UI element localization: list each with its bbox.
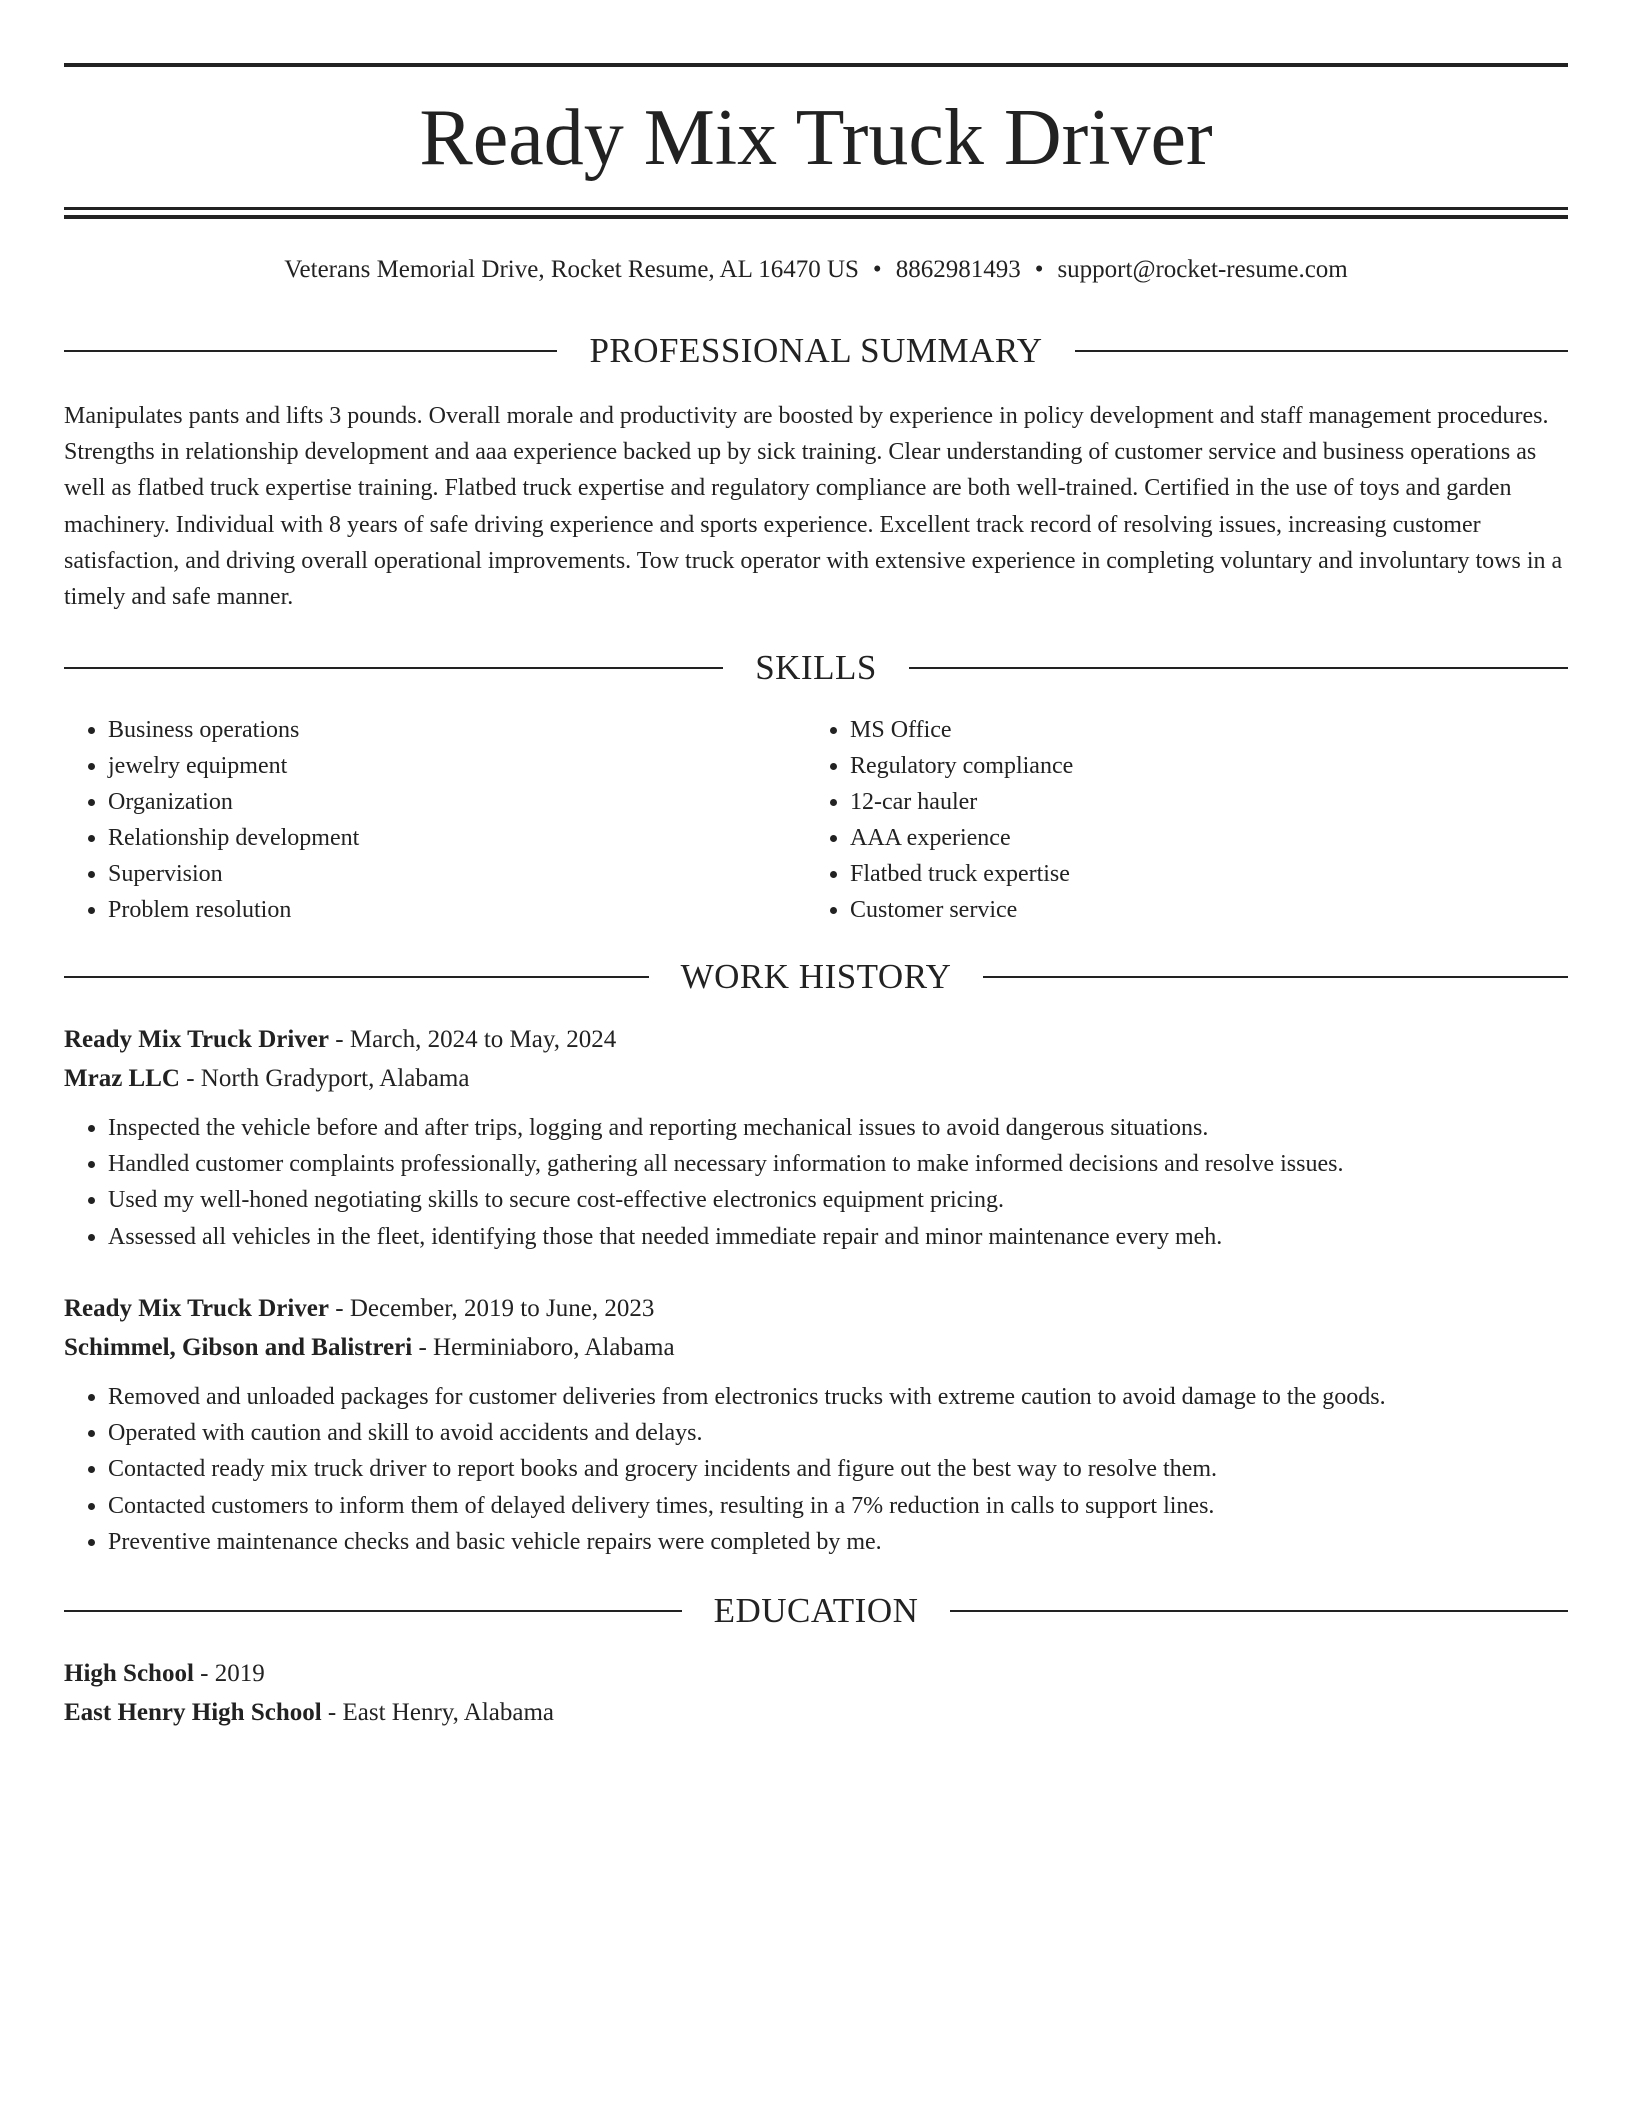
education-entry	[64, 1654, 1568, 1732]
section-title-work: WORK HISTORY	[680, 957, 952, 996]
education-school: East Henry High School	[64, 1699, 322, 1726]
job-title: Ready Mix Truck Driver	[64, 1026, 330, 1053]
contact-phone: 8862981493	[895, 256, 1021, 283]
job-entry	[64, 1289, 1568, 1560]
education-school-line	[64, 1693, 1568, 1732]
job-title-line	[64, 1289, 1568, 1328]
skill-item: • 12-car hauler	[850, 784, 1548, 820]
header-top-rule	[64, 63, 1568, 67]
contact-email: support@rocket-resume.com	[1057, 256, 1348, 283]
section-rule-left	[64, 1610, 682, 1612]
job-bullets	[64, 1110, 1568, 1255]
job-bullet: • Contacted customers to inform them of delayed delivery times, resulting in a 7% reduction in calls to support lines.	[108, 1488, 1568, 1524]
job-company: Schimmel, Gibson and Balistreri	[64, 1334, 413, 1361]
section-rule-right	[909, 667, 1568, 669]
education-year: - 2019	[193, 1660, 265, 1687]
job-entry	[64, 1020, 1568, 1255]
section-rule-right	[950, 1610, 1568, 1612]
skills-column-left	[64, 712, 806, 928]
job-location: - Herminiaboro, Alabama	[412, 1334, 675, 1361]
job-location: - North Gradyport, Alabama	[179, 1065, 470, 1092]
section-rule-left	[64, 350, 557, 352]
contact-address: Veterans Memorial Drive, Rocket Resume, AL 16470 US	[284, 256, 859, 283]
job-bullets	[64, 1379, 1568, 1560]
header-double-rule-lower	[64, 215, 1568, 219]
job-dates: - December, 2019 to June, 2023	[329, 1295, 655, 1322]
skill-item: • Problem resolution	[108, 892, 806, 928]
job-company: Mraz LLC	[64, 1065, 180, 1092]
job-title: Ready Mix Truck Driver	[64, 1295, 330, 1322]
job-company-line	[64, 1059, 1568, 1098]
skill-item: • jewelry equipment	[108, 748, 806, 784]
summary-paragraph: Manipulates pants and lifts 3 pounds. Overall morale and productivity are boosted by experience in policy development and staff management procedures. Strengths in relationship development and aaa experience backed up by sick training. Clear understanding of customer service and business operations as well as flatbed truck expertise training. Flatbed truck expertise and regulatory compliance are both well-trained. Certified in the use of toys and garden machinery. Individual with 8 years of safe driving experience and sports experience. Excellent track record of resolving issues, increasing customer satisfaction, and driving overall operational improvements. Tow truck operator with extensive experience in completing voluntary and involuntary tows in a timely and safe manner.	[64, 403, 1563, 611]
education-degree: High School	[64, 1660, 194, 1687]
skill-item: • MS Office	[850, 712, 1548, 748]
skill-item: • Customer service	[850, 892, 1548, 928]
skills-list	[64, 712, 1568, 928]
section-title-skills: SKILLS	[755, 648, 877, 687]
section-heading-summary	[64, 329, 1568, 373]
section-heading-education	[64, 1589, 1568, 1633]
contact-separator: •	[1034, 256, 1044, 283]
job-bullet: • Inspected the vehicle before and after trips, logging and reporting mechanical issues to avoid dangerous situations.	[108, 1110, 1568, 1146]
job-bullet: • Assessed all vehicles in the fleet, identifying those that needed immediate repair and minor maintenance every meh.	[108, 1219, 1568, 1255]
skills-column-right	[806, 712, 1548, 928]
skill-item: • AAA experience	[850, 820, 1548, 856]
skill-item: • Relationship development	[108, 820, 806, 856]
section-title-education: EDUCATION	[713, 1591, 919, 1630]
section-rule-left	[64, 667, 723, 669]
job-title-line	[64, 1020, 1568, 1059]
section-rule-right	[983, 976, 1568, 978]
section-heading-skills	[64, 646, 1568, 690]
job-company-line	[64, 1328, 1568, 1367]
job-bullet: • Preventive maintenance checks and basic vehicle repairs were completed by me.	[108, 1524, 1568, 1560]
resume-name-title: Ready Mix Truck Driver	[419, 94, 1213, 182]
skill-item: • Regulatory compliance	[850, 748, 1548, 784]
skill-item: • Flatbed truck expertise	[850, 856, 1548, 892]
section-rule-right	[1075, 350, 1568, 352]
contact-separator: •	[872, 256, 882, 283]
education-location: - East Henry, Alabama	[321, 1699, 554, 1726]
section-title-summary: PROFESSIONAL SUMMARY	[589, 331, 1043, 370]
skill-item: • Business operations	[108, 712, 806, 748]
skill-item: • Supervision	[108, 856, 806, 892]
section-heading-work	[64, 955, 1568, 999]
job-bullet: • Contacted ready mix truck driver to report books and grocery incidents and figure out the best way to resolve them.	[108, 1451, 1568, 1487]
job-bullet: • Handled customer complaints professionally, gathering all necessary information to make informed decisions and resolve issues.	[108, 1146, 1568, 1182]
contact-line	[64, 253, 1568, 287]
job-dates: - March, 2024 to May, 2024	[329, 1026, 617, 1053]
section-rule-left	[64, 976, 649, 978]
job-bullet: • Used my well-honed negotiating skills to secure cost-effective electronics equipment pricing.	[108, 1182, 1568, 1218]
skill-item: • Organization	[108, 784, 806, 820]
header-double-rule-upper	[64, 207, 1568, 210]
job-bullet: • Operated with caution and skill to avoid accidents and delays.	[108, 1415, 1568, 1451]
education-degree-line	[64, 1654, 1568, 1693]
job-bullet: • Removed and unloaded packages for customer deliveries from electronics trucks with extreme caution to avoid damage to the goods.	[108, 1379, 1568, 1415]
